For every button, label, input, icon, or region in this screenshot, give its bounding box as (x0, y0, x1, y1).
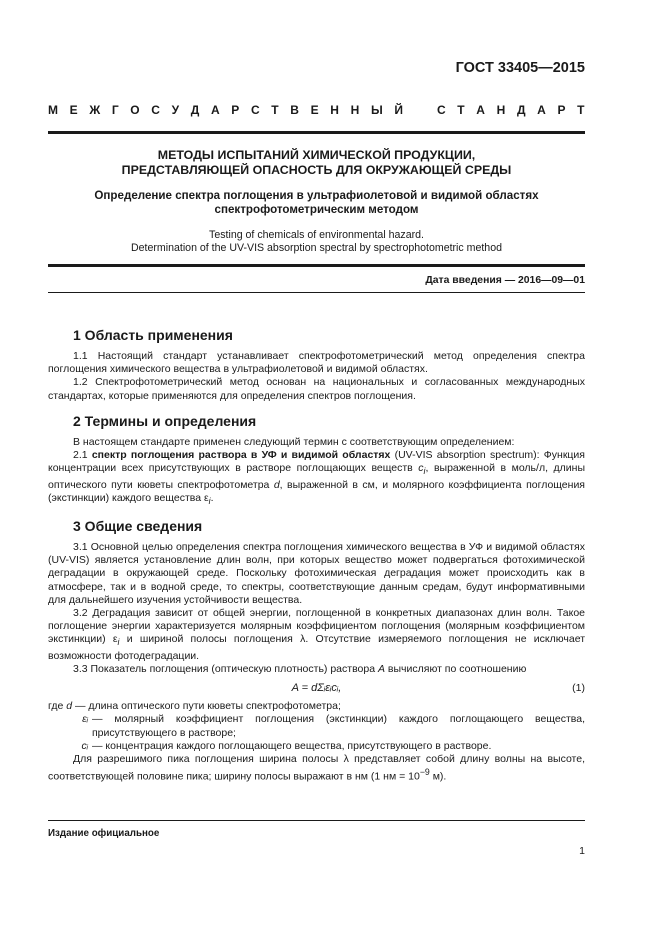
symbol-epsilon: εᵢ (82, 713, 88, 726)
english-title-line: Determination of the UV-VIS absorption spectral by spectrophotometric method (131, 242, 502, 254)
symbol-c: cᵢ (81, 739, 88, 752)
document-title (48, 148, 585, 178)
edition-label: Издание официальное (48, 828, 160, 839)
english-title (48, 229, 585, 255)
paragraph (48, 663, 585, 676)
page-number: 1 (579, 845, 585, 857)
paragraph-text: м). (429, 770, 447, 783)
paragraph-text: и шириной полосы поглощения λ. Отсутствие измеряемого поглощения не исключает возможности фотодеградации. (48, 633, 586, 662)
formula-number: (1) (572, 682, 585, 695)
section-heading: 3 Общие сведения (73, 518, 203, 535)
introduction-date: Дата введения — 2016—09—01 (425, 275, 585, 286)
paragraph-text: Для разрешимого пика поглощения ширина полосы λ представляет собой длину волны на высоте, соответствующей половине пика; ширину полосы выражают в нм (1 нм = 10 (48, 752, 585, 783)
definition-text: , выраженной в см, и молярного коэффициента поглощения (экстинкции) каждого вещества ε (48, 478, 585, 504)
symbol-d: d (66, 700, 73, 713)
standard-number: ГОСТ 33405—2015 (455, 60, 585, 76)
formula: A = dΣᵢεᵢcᵢ, (291, 682, 342, 695)
symbol-d: d (273, 478, 280, 491)
where-text: — концентрация каждого поглощающего вещества, присутствующего в растворе. (92, 739, 492, 752)
english-title-line: Testing of chemicals of environmental hazard. (209, 229, 424, 241)
term-name: спектр поглощения раствора в УФ и видимой областях (91, 449, 391, 462)
title-line: МЕТОДЫ ИСПЫТАНИЙ ХИМИЧЕСКОЙ ПРОДУКЦИИ, (157, 148, 476, 162)
definition-text: Функция концентрации всех присутствующих в растворе поглощающих веществ (48, 449, 585, 475)
paragraph-text: вычисляют по соотношению (385, 662, 527, 675)
paragraph: 1.2 Спектрофотометрический метод основан на национальных и согласованных международных стандартах, которые применяются для определения спектров поглощения. (48, 376, 585, 402)
definition-end: . (210, 491, 214, 504)
section-general (48, 517, 585, 784)
date-divider (48, 292, 585, 293)
paragraph-text: 3.3 Показатель поглощения (оптическую плотность) раствора (73, 662, 378, 675)
where-text: — молярный коэффициент поглощения (экстинкции) каждого поглощающего вещества, присутствующего в растворе; (92, 713, 585, 739)
paragraph-text: 3.2 Деградация зависит от общей энергии, поглощенной в конкретных диапазонах длин волн. Такое поглощение энергии характеризуется молярным коэффициентом поглощения (молярным коэффициентом экстинкции) ε (48, 607, 585, 646)
term-english: (UV-VIS absorption spectrum): (390, 449, 544, 462)
term-number: 2.1 (73, 449, 92, 462)
title-divider (48, 264, 585, 267)
symbol-a: A (377, 662, 385, 675)
paragraph: 1.1 Настоящий стандарт устанавливает спектрофотометрический метод определения спектра поглощения химического вещества в ультрафиолетовой и видимой областях. (48, 350, 585, 376)
section-heading: 1 Область применения (73, 327, 233, 343)
paragraph (48, 753, 585, 784)
section-scope (48, 326, 585, 403)
paragraph: В настоящем стандарте применен следующий термин с соответствующим определением: (73, 435, 515, 448)
where-item (48, 713, 585, 739)
subscript-i: i (208, 495, 211, 506)
where-word: где (48, 700, 64, 713)
paragraph: 3.1 Основной целью определения спектра поглощения химического вещества в УФ и видимой областях (UV-VIS) является установление длин волн, при которых вещество может подвергаться фотохимической деградации в окружающей среде. Поскольку фотохимическая деградация может происходить как в атмосфере, так и в водной среде, то спектры, соответствующие данным средам, будут информативными для дальнейшего изучения устойчивости вещества. (48, 541, 585, 606)
header-divider (48, 131, 585, 134)
document-body (48, 326, 585, 793)
interstate-label-text: М Е Ж Г О С У Д А Р С Т В Е Н Н Ы Й С Т А Н Д А Р Т (48, 103, 585, 117)
formula-row (48, 678, 585, 700)
section-terms (48, 412, 585, 508)
where-item (48, 700, 585, 713)
interstate-standard-label (48, 103, 585, 117)
subtitle-line: спектрофотометрическим методом (214, 203, 419, 216)
definition-text: , выраженной в моль/л, длины оптического пути кюветы спектрофотометра (48, 462, 586, 491)
term-definition (48, 449, 585, 508)
superscript: −9 (419, 767, 430, 778)
title-line: ПРЕДСТАВЛЯЮЩЕЙ ОПАСНОСТЬ ДЛЯ ОКРУЖАЮЩЕЙ СРЕДЫ (121, 163, 512, 177)
where-text: — длина оптического пути кюветы спектрофотометра; (72, 700, 341, 713)
subtitle-line: Определение спектра поглощения в ультрафиолетовой и видимой областях (94, 189, 539, 202)
symbol-c: c (418, 462, 424, 475)
document-subtitle (48, 189, 585, 217)
where-item (48, 740, 585, 753)
subscript-i: i (117, 637, 120, 648)
subscript-i: i (423, 466, 426, 477)
footer-divider (48, 820, 585, 821)
section-heading: 2 Термины и определения (73, 412, 257, 429)
paragraph (48, 607, 585, 663)
